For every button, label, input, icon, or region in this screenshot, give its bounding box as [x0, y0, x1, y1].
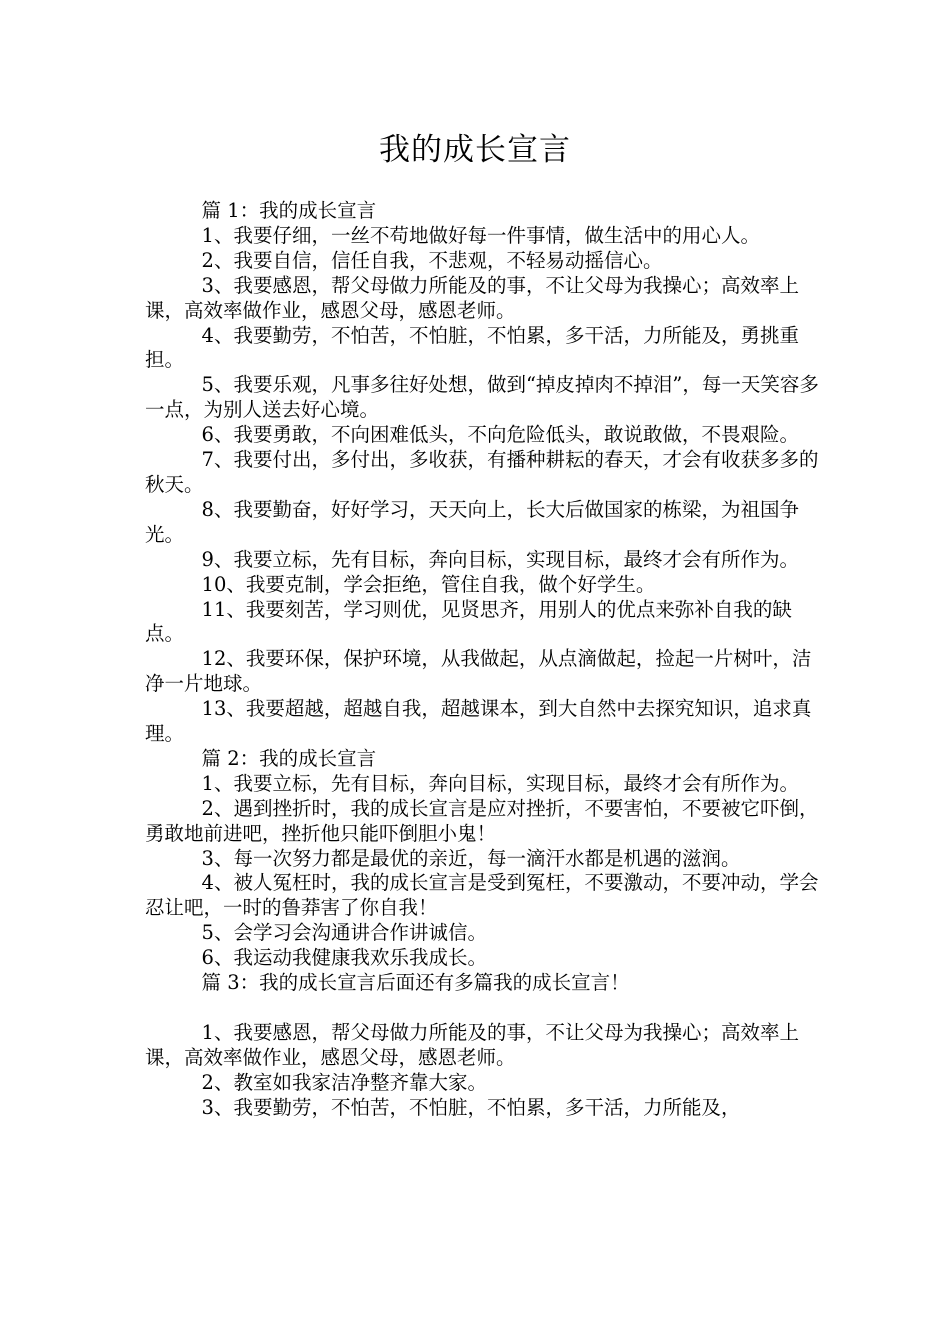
list-item: 9、我要立标，先有目标，奔向目标，实现目标，最终才会有所作为。	[201, 547, 799, 571]
document-title: 我的成长宣言	[379, 132, 571, 168]
list-item: 3、每一次努力都是最优的亲近，每一滴汗水都是机遇的滋润。	[201, 846, 741, 870]
list-item: 1、我要感恩，帮父母做力所能及的事，不让父母为我操心；高效率上课，高效率做作业，感恩父母，感恩老师。	[145, 1020, 799, 1069]
blank-line	[145, 996, 825, 1021]
list-item: 5、会学习会沟通讲合作讲诚信。	[201, 921, 487, 945]
list-item: 11、我要刻苦，学习则优，见贤思齐，用别人的优点来弥补自我的缺点。	[145, 597, 792, 646]
list-item: 2、教室如我家洁净整齐靠大家。	[201, 1070, 487, 1094]
list-item: 8、我要勤奋，好好学习，天天向上，长大后做国家的栋梁，为祖国争光。	[145, 497, 799, 546]
list-item: 13、我要超越，超越自我，超越课本，到大自然中去探究知识，追求真理。	[145, 697, 812, 746]
list-item: 10、我要克制，学会拒绝，管住自我，做个好学生。	[201, 572, 656, 596]
section-heading: 篇 1：我的成长宣言	[201, 199, 377, 222]
list-item: 3、我要感恩，帮父母做力所能及的事，不让父母为我操心；高效率上课，高效率做作业，感恩父母，感恩老师。	[145, 273, 799, 322]
list-item: 12、我要环保，保护环境，从我做起，从点滴做起，捡起一片树叶，洁净一片地球。	[145, 647, 812, 696]
section-heading: 篇 2：我的成长宣言	[201, 746, 377, 770]
list-item: 2、遇到挫折时，我的成长宣言是应对挫折，不要害怕，不要被它吓倒，勇敢地前进吧，挫折他只能吓倒胆小鬼！	[145, 796, 819, 845]
list-item: 4、被人冤枉时，我的成长宣言是受到冤枉，不要激动，不要冲动，学会忍让吧，一时的鲁莽害了你自我！	[145, 871, 819, 920]
list-item: 6、我要勇敢，不向困难低头，不向危险低头，敢说敢做，不畏艰险。	[201, 423, 799, 447]
list-item: 3、我要勤劳，不怕苦，不怕脏，不怕累，多干活，力所能及，	[201, 1095, 741, 1119]
list-item: 5、我要乐观，凡事多往好处想，做到“掉皮掉肉不掉泪”，每一天笑容多一点，为别人送去好心境。	[145, 373, 819, 422]
list-item: 4、我要勤劳，不怕苦，不怕脏，不怕累，多干活，力所能及，勇挑重担。	[145, 323, 799, 372]
list-item: 2、我要自信，信任自我，不悲观，不轻易动摇信心。	[201, 248, 663, 272]
list-item: 6、我运动我健康我欢乐我成长。	[201, 946, 487, 970]
document-body	[145, 199, 825, 1121]
list-item: 1、我要立标，先有目标，奔向目标，实现目标，最终才会有所作为。	[201, 771, 799, 795]
section-heading: 篇 3：我的成长宣言后面还有多篇我的成长宣言！	[201, 971, 630, 995]
list-item: 1、我要仔细，一丝不苟地做好每一件事情，做生活中的用心人。	[201, 223, 760, 247]
list-item: 7、我要付出，多付出，多收获，有播种耕耘的春天，才会有收获多多的秋天。	[145, 448, 819, 496]
